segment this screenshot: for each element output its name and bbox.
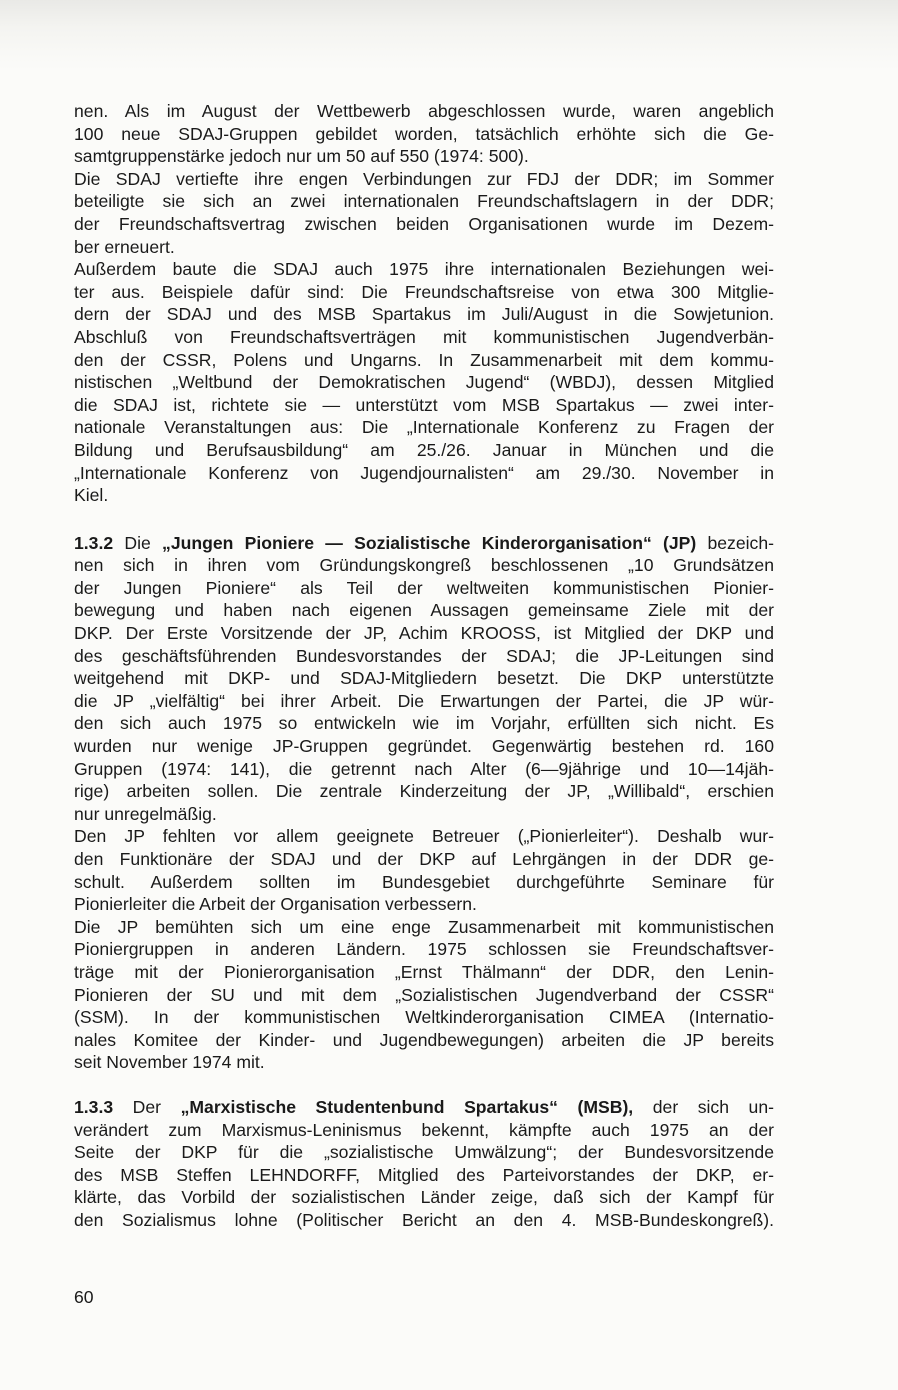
text-line: träge mit der Pionierorganisation „Ernst Thälmann“ der DDR, den Lenin-	[74, 961, 774, 982]
text-line: verändert zum Marxismus-Leninismus bekennt, kämpfte auch 1975 an der	[74, 1119, 774, 1140]
text-line: nen. Als im August der Wettbewerb abgeschlossen wurde, waren angeblich	[74, 101, 774, 121]
section-title: „Marxistische Studentenbund Spartakus“ (MSB),	[180, 1096, 634, 1117]
text-line: ber erneuert.	[74, 236, 175, 257]
text-line: den Sozialismus lohne (Politischer Bericht an den 4. MSB-Bundeskongreß).	[74, 1209, 774, 1230]
section-first-line-rest: bezeich-	[696, 532, 774, 553]
text-line: „Internationale Konferenz von Jugendjournalisten“ am 29./30. November in	[74, 462, 774, 483]
text-line: ter aus. Beispiele dafür sind: Die Freundschaftsreise von etwa 300 Mitglie-	[74, 281, 774, 302]
text-line: klärte, das Vorbild der sozialistischen Länder zeige, daß sich der Kampf für	[74, 1187, 774, 1208]
text-line: wurden nur wenige JP-Gruppen gegründet. Gegenwärtig bestehen rd. 160	[74, 736, 774, 757]
text-line: seit November 1974 mit.	[74, 1052, 265, 1073]
text-line: Außerdem baute die SDAJ auch 1975 ihre internationalen Beziehungen wei-	[74, 259, 774, 280]
text-line: Pioniergruppen in anderen Ländern. 1975 schlossen sie Freundschaftsver-	[74, 939, 774, 960]
section-number: 1.3.3	[74, 1096, 114, 1117]
section-heading-line	[74, 1096, 774, 1119]
text-line: DKP. Der Erste Vorsitzende der JP, Achim KROOSS, ist Mitglied der DKP und	[74, 623, 774, 644]
text-line: Den JP fehlten vor allem geeignete Betreuer („Pionierleiter“). Deshalb wur-	[74, 826, 774, 847]
text-line: Pionieren der SU und mit dem „Sozialistischen Jugendverband der CSSR“	[74, 984, 774, 1005]
text-line: samtgruppenstärke jedoch nur um 50 auf 550 (1974: 500).	[74, 146, 529, 167]
section-1-3-3	[74, 1096, 774, 1232]
text-line: den sich auch 1975 so entwickeln wie im Vorjahr, erfüllten sich nicht. Es	[74, 713, 774, 734]
text-line: den Funktionäre der SDAJ und der DKP auf Lehrgängen in der DDR ge-	[74, 849, 774, 869]
text-line: weitgehend mit DKP- und SDAJ-Mitgliedern besetzt. Die DKP unterstützte	[74, 668, 774, 689]
text-column	[74, 100, 774, 1232]
continuation-text	[74, 100, 774, 507]
text-line: die JP „vielfältig“ bei ihrer Arbeit. Die Erwartungen der Partei, die JP wür-	[74, 690, 774, 711]
text-line: 100 neue SDAJ-Gruppen gebildet worden, tatsächlich erhöhte sich die Ge-	[74, 123, 774, 144]
scan-shadow-edge	[0, 0, 898, 70]
section-spacer	[74, 1074, 774, 1096]
text-line: Seite der DKP für die „sozialistische Umwälzung“; der Bundesvorsitzende	[74, 1142, 774, 1163]
page-number: 60	[74, 1287, 94, 1307]
text-line: der Freundschaftsvertrag zwischen beiden Organisationen wurde im Dezem-	[74, 213, 774, 234]
text-line: Bildung und Berufsausbildung“ am 25./26. Januar in München und die	[74, 439, 774, 460]
text-line: Abschluß von Freundschaftsverträgen mit kommunistischen Jugendverbän-	[74, 326, 774, 347]
text-line: des geschäftsführenden Bundesvorstandes der SDAJ; die JP-Leitungen sind	[74, 645, 774, 666]
section-lead: Die	[113, 532, 163, 553]
text-line: Die SDAJ vertiefte ihre engen Verbindungen zur FDJ der DDR; im Sommer	[74, 168, 774, 189]
text-line: Gruppen (1974: 141), die getrennt nach Alter (6—9jährige und 10—14jäh-	[74, 758, 774, 779]
section-first-line-rest: der sich un-	[633, 1096, 774, 1117]
text-line: dern der SDAJ und des MSB Spartakus im Juli/August in die Sowjetunion.	[74, 304, 774, 325]
text-line: Die JP bemühten sich um eine enge Zusammenarbeit mit kommunistischen	[74, 916, 774, 937]
section-title: „Jungen Pioniere — Sozialistische Kinderorganisation“ (JP)	[162, 532, 697, 553]
text-line: nur unregelmäßig.	[74, 803, 217, 824]
text-line: nationale Veranstaltungen aus: Die „Internationale Konferenz zu Fragen der	[74, 417, 774, 438]
text-line: Kiel.	[74, 485, 109, 506]
text-line: nistischen „Weltbund der Demokratischen Jugend“ (WBDJ), dessen Mitglied	[74, 372, 774, 393]
text-line: des MSB Steffen LEHNDORFF, Mitglied des Parteivorstandes der DKP, er-	[74, 1164, 774, 1185]
text-line: den der CSSR, Polens und Ungarns. In Zusammenarbeit mit dem kommu-	[74, 349, 774, 370]
text-line: die SDAJ ist, richtete sie — unterstützt vom MSB Spartakus — zwei inter-	[74, 394, 774, 415]
text-line: bewegung und haben nach eigenen Aussagen gemeinsame Ziele mit der	[74, 600, 774, 621]
text-line: rige) arbeiten sollen. Die zentrale Kinderzeitung der JP, „Willibald“, erschien	[74, 781, 774, 802]
text-line: Pionierleiter die Arbeit der Organisation verbessern.	[74, 894, 477, 915]
section-lead: Der	[113, 1096, 181, 1117]
section-heading-line	[74, 532, 774, 555]
text-line: beteiligte sie sich an zwei internationalen Freundschaftslagern in der DDR;	[74, 191, 774, 212]
section-spacer	[74, 507, 774, 532]
text-line: nen sich in ihren vom Gründungskongreß beschlossenen „10 Grundsätzen	[74, 555, 774, 576]
section-number: 1.3.2	[74, 532, 114, 553]
text-line: nales Komitee der Kinder- und Jugendbewegungen) arbeiten die JP bereits	[74, 1029, 774, 1050]
text-line: (SSM). In der kommunistischen Weltkinderorganisation CIMEA (Internatio-	[74, 1007, 774, 1028]
section-1-3-2	[74, 532, 774, 1074]
text-line: der Jungen Pioniere“ als Teil der weltweiten kommunistischen Pionier-	[74, 577, 774, 598]
text-line: schult. Außerdem sollten im Bundesgebiet durchgeführte Seminare für	[74, 871, 774, 892]
